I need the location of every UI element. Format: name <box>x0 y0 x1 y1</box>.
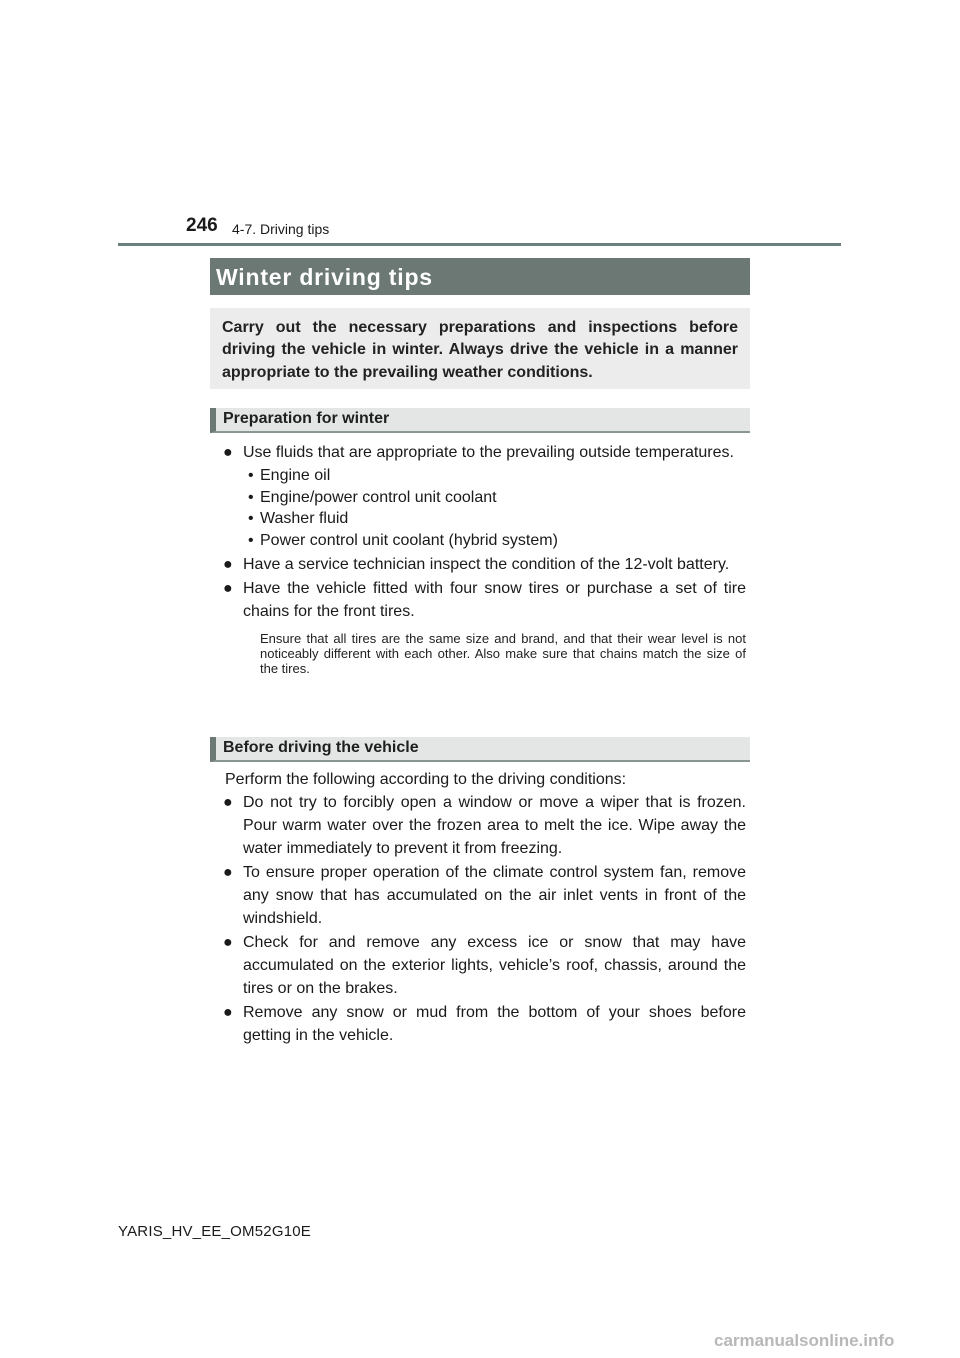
page-title: Winter driving tips <box>210 258 750 295</box>
bullet-icon: ● <box>223 556 233 573</box>
bullet-text: Have the vehicle fitted with four snow tires or purchase a set of tire chains for the front tires. <box>243 580 746 620</box>
sub-item-text: Engine/power control unit coolant <box>260 488 497 506</box>
list-item <box>222 861 746 930</box>
lead-text: Perform the following according to the driving conditions: <box>225 771 627 788</box>
bullet-icon: ● <box>223 1004 233 1021</box>
tire-note: Ensure that all tires are the same size and brand, and that their wear level is not noticeably different with each other. Also make sure that chains match the size of the tires. <box>260 631 746 676</box>
header-divider <box>118 243 841 246</box>
list-item <box>222 577 746 623</box>
bullet-icon: ● <box>223 794 233 811</box>
page-number: 246 <box>186 215 218 236</box>
list-item <box>222 791 746 860</box>
bullet-icon: ● <box>223 864 233 881</box>
sub-item-text: Washer fluid <box>260 510 349 527</box>
sub-list-item <box>222 465 746 487</box>
sub-item-text: Engine oil <box>260 467 331 484</box>
watermark: carmanualsonline.info <box>714 1331 895 1350</box>
bullet-icon: ● <box>223 444 233 461</box>
before-driving-content <box>222 768 746 1048</box>
bullet-text: Check for and remove any excess ice or snow that may have accumulated on the exterior lights, vehicle’s roof, chassis, around the tires or on the brakes. <box>243 934 746 997</box>
chapter-label: 4-7. Driving tips <box>232 221 330 237</box>
sub-list-item <box>222 487 746 509</box>
sub-list-item <box>222 530 746 552</box>
preparation-content <box>222 441 746 676</box>
bullet-icon: ● <box>223 580 233 597</box>
list-item <box>222 553 746 576</box>
sub-bullet-icon: • <box>248 467 254 484</box>
intro-box: Carry out the necessary preparations and inspections before driving the vehicle in winter. Always drive the vehicle in a manner appropriate to the prevailing weather conditions. <box>210 308 750 389</box>
sub-bullet-icon: • <box>248 488 254 506</box>
bullet-text: Do not try to forcibly open a window or move a wiper that is frozen. Pour warm water over the frozen area to melt the ice. Wipe away the water immediately to prevent it from freezing. <box>243 794 746 857</box>
sub-item-text: Power control unit coolant (hybrid system) <box>260 531 558 549</box>
bullet-text: Remove any snow or mud from the bottom of your shoes before getting in the vehicle. <box>243 1004 746 1044</box>
list-item <box>222 1001 746 1047</box>
sub-list-item <box>222 508 746 530</box>
bullet-text: To ensure proper operation of the climate control system fan, remove any snow that has accumulated on the air inlet vents in front of the windshield. <box>243 864 746 927</box>
sub-bullet-icon: • <box>248 510 254 527</box>
list-item <box>222 931 746 1000</box>
bullet-icon: ● <box>223 934 233 951</box>
bullet-text: Use fluids that are appropriate to the prevailing outside temperatures. <box>243 444 734 461</box>
list-item <box>222 441 746 464</box>
section-heading-before-driving: Before driving the vehicle <box>210 737 750 762</box>
bullet-text: Have a service technician inspect the condition of the 12-volt battery. <box>243 556 730 573</box>
sub-bullet-icon: • <box>248 531 254 549</box>
section-heading-preparation: Preparation for winter <box>210 408 750 433</box>
document-code: YARIS_HV_EE_OM52G10E <box>118 1223 311 1240</box>
